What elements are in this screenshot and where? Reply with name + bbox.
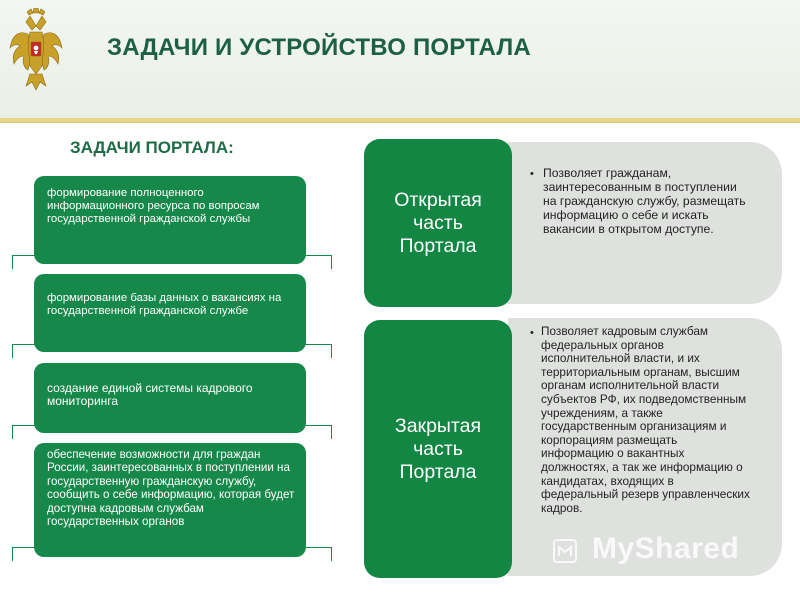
open-part-card [364, 139, 512, 307]
page-title: ЗАДАЧИ И УСТРОЙСТВО ПОРТАЛА [107, 34, 531, 61]
task-item-text: обеспечение возможности для граждан России, заинтересованных в поступлении на государственную гражданскую службу, сообщить о себе информацию, которая будет доступна кадровым службам государственных органов [47, 448, 295, 529]
tasks-section-title-text: ЗАДАЧИ ПОРТАЛА [70, 138, 229, 157]
header-divider-shadow [0, 122, 800, 123]
task-item-text: формирование базы данных о вакансиях на государственной гражданской службе [47, 292, 282, 317]
watermark-text: MyShared [592, 532, 740, 565]
task-item [34, 443, 306, 557]
closed-part-description-text: Позволяет кадровым службам федеральных органов исполнительной власти, и их территориальным органам, высшим органам исполнительной власти субъектов РФ, их подведомственным учреждениям, а также государственным организациям и корпорациям размещать информацию о вакантных должностях, а так же информацию о кандидатах, входящих в федеральный резерв управленческих кадров. [541, 324, 750, 515]
tasks-section-title [70, 138, 234, 158]
bullet-icon: • [530, 168, 534, 180]
tasks-section-title-colon: : [228, 138, 234, 157]
closed-part-title: Закрытая часть Портала [394, 414, 482, 483]
task-item-text: формирование полноценного информационного ресурса по вопросам государственной гражданской службы [47, 187, 260, 225]
watermark-logo-icon [552, 538, 578, 564]
open-part-title: Открытая часть Портала [394, 188, 482, 257]
coat-of-arms-emblem-icon [8, 8, 64, 94]
task-item-text: создание единой системы кадрового мониторинга [47, 381, 253, 408]
open-part-description-text: Позволяет гражданам, заинтересованным в поступлении на гражданскую службу, размещать информацию о себе и искать вакансии в открытом доступе. [543, 166, 746, 236]
open-part-description [508, 142, 782, 304]
task-item [34, 176, 306, 264]
bullet-icon: • [530, 327, 534, 339]
closed-part-card [364, 320, 512, 578]
task-item [34, 363, 306, 433]
task-item [34, 274, 306, 352]
